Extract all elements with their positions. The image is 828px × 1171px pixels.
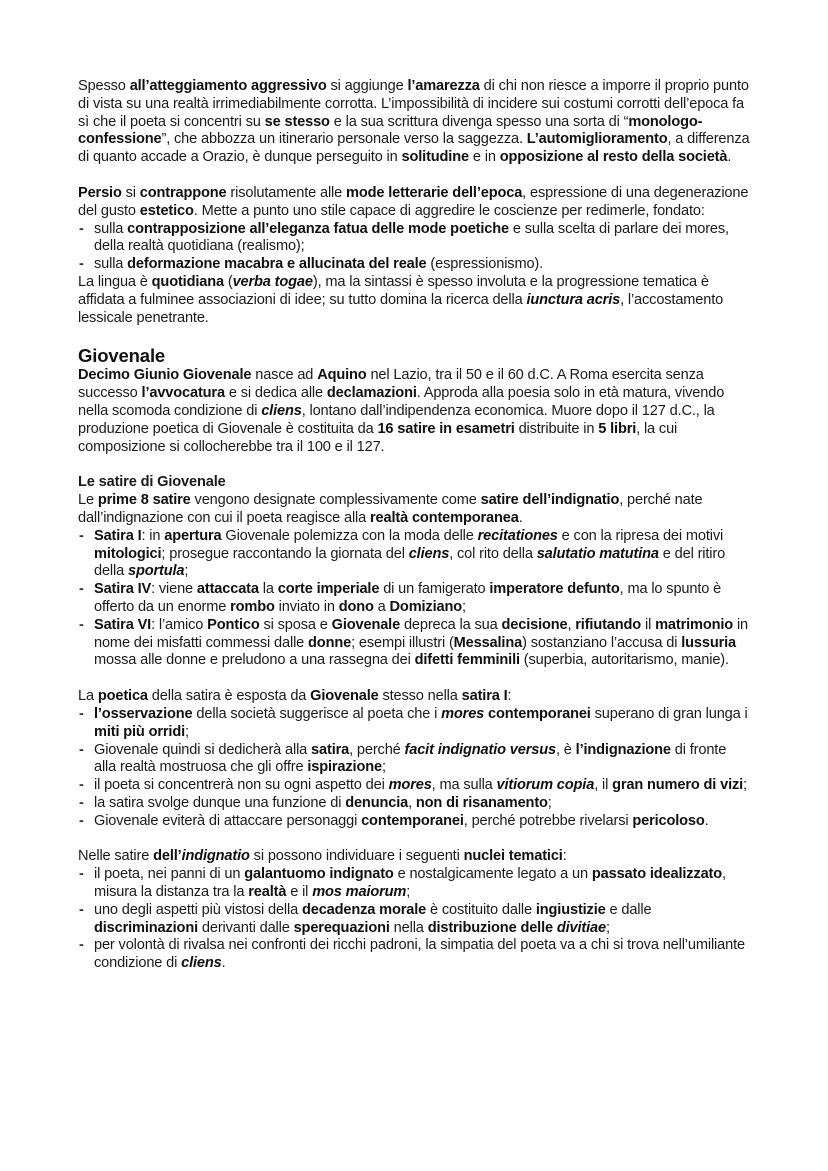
text-run: depreca la sua <box>400 616 502 633</box>
text-run: . <box>704 812 709 829</box>
text-run: . <box>518 509 523 526</box>
text-run: e la sua scrittura divenga spesso una sorta di “ <box>329 113 629 130</box>
emphasis-text: salutatio matutina <box>536 545 659 562</box>
emphasis-text: satire dell’indignatio <box>480 492 620 509</box>
emphasis-text: non di risanamento <box>415 794 548 811</box>
emphasis-text: matrimonio <box>655 616 734 633</box>
text-run: nel Lazio, tra il 50 e il 60 d.C. A Roma esercita senza successo <box>78 367 704 402</box>
text-run: Le <box>78 492 98 509</box>
emphasis-text: ispirazione <box>307 759 382 776</box>
text-run: ; esempi illustri ( <box>351 634 454 651</box>
emphasis-text: 5 libri <box>598 420 637 437</box>
emphasis-text: cliens <box>261 402 302 419</box>
emphasis-text: mitologici <box>94 545 162 562</box>
emphasis-text: cliens <box>181 955 222 972</box>
text-run: La <box>78 688 98 705</box>
text-run: è costituito dalle <box>426 901 536 918</box>
text-run: sulla <box>94 256 128 273</box>
emphasis-text: donne <box>308 634 352 651</box>
text-run: (espressionismo). <box>426 256 544 273</box>
text-run: , la cui composizione si collocherebbe tra il 100 e il 127. <box>78 420 678 455</box>
emphasis-text: corte imperiale <box>277 581 380 598</box>
emphasis-text: contrappone <box>139 184 227 201</box>
emphasis-text: contrapposizione all’eleganza fatua delle mode poetiche <box>127 220 509 237</box>
text-run: Nelle satire <box>78 848 154 865</box>
text-run: : l’amico <box>151 616 208 633</box>
emphasis-text: l’indignazione <box>575 741 671 758</box>
text-run: ; <box>184 563 189 580</box>
text-run: ) sostanziano l’accusa di <box>522 634 682 651</box>
text-run: a <box>373 598 390 615</box>
text-run: la satira svolge dunque una funzione di <box>94 794 346 811</box>
emphasis-text: imperatore defunto <box>489 581 620 598</box>
text-run: nella <box>389 919 428 936</box>
text-run: Giovenale polemizza con la moda delle <box>221 527 478 544</box>
emphasis-text: Satira VI <box>94 616 152 633</box>
text-run: , il <box>594 777 613 794</box>
text-run: si sposa e <box>259 616 332 633</box>
emphasis-text: distribuzione delle <box>427 919 557 936</box>
emphasis-text: l’avvocatura <box>141 385 225 402</box>
emphasis-text: realtà <box>248 884 287 901</box>
emphasis-text: dell’ <box>153 848 182 865</box>
emphasis-text: contemporanei <box>361 812 464 829</box>
emphasis-text: lussuria <box>681 634 737 651</box>
list-poetica <box>78 706 750 831</box>
text-run: , l’accostamento lessicale penetrante. <box>78 291 724 326</box>
list-item <box>78 777 750 795</box>
emphasis-text: Satira IV <box>94 581 152 598</box>
text-run: Spesso <box>78 78 130 94</box>
emphasis-text: verba togae <box>232 273 313 290</box>
emphasis-text: mode letterarie dell’epoca <box>346 184 523 201</box>
emphasis-text: Domiziano <box>389 598 462 615</box>
emphasis-text: difetti femminili <box>414 652 520 669</box>
emphasis-text: monologo-confessione <box>78 113 703 148</box>
text-run: stesso nella <box>378 688 462 705</box>
paragraph-poetica <box>78 688 750 706</box>
emphasis-text: ingiustizie <box>535 901 606 918</box>
spacer <box>78 830 750 848</box>
text-run: distribuite in <box>514 420 599 437</box>
text-run: ; prosegue raccontando la giornata del <box>161 545 409 562</box>
text-run: il <box>641 616 656 633</box>
text-run: ”, che abbozza un itinerario personale verso la saggezza. <box>161 131 527 148</box>
emphasis-text: nuclei tematici <box>463 848 563 865</box>
text-run: e dalle <box>605 901 652 918</box>
list-item <box>78 528 750 581</box>
text-run: il poeta si concentrerà non su ogni aspetto dei <box>94 777 389 794</box>
heading-satire-giovenale: Le satire di Giovenale <box>78 474 226 491</box>
text-run: vengono designate complessivamente come <box>190 492 481 509</box>
emphasis-text: all’atteggiamento aggressivo <box>129 78 327 94</box>
text-run: uno degli aspetti più vistosi della <box>94 901 302 918</box>
text-run: in nome dei misfatti commessi dalle <box>94 616 749 651</box>
text-run: , perché <box>349 741 405 758</box>
text-run: il poeta, nei panni di un <box>94 866 245 883</box>
text-run: e sulla scelta di parlare dei mores, della realtà quotidiana (realismo); <box>94 220 729 255</box>
text-run: . Mette a punto uno stile capace di aggredire le coscienze per redimerle, fondato: <box>193 202 705 219</box>
paragraph-persio-stile <box>78 185 750 221</box>
text-run: , ma sulla <box>431 777 497 794</box>
emphasis-text: galantuomo indignato <box>244 866 394 883</box>
paragraph-prime-satire <box>78 492 750 528</box>
emphasis-text: indignatio <box>181 848 250 865</box>
spacer <box>78 167 750 185</box>
text-run: . <box>221 955 226 972</box>
emphasis-text: sportula <box>128 563 185 580</box>
text-run: ; <box>381 759 386 776</box>
emphasis-text: denuncia <box>345 794 409 811</box>
emphasis-text: estetico <box>139 202 194 219</box>
text-run: , <box>408 794 416 811</box>
emphasis-text: cliens <box>408 545 450 562</box>
text-run: ( <box>223 273 233 290</box>
emphasis-text: prime 8 satire <box>97 492 191 509</box>
emphasis-text: mos maiorum <box>312 884 407 901</box>
text-run: mossa alle donne e preludono a una rassegna dei <box>94 652 415 669</box>
text-run: si aggiunge <box>326 78 408 94</box>
emphasis-text: l’amarezza <box>407 78 480 94</box>
text-run: la <box>258 581 278 598</box>
text-run: , a differenza di quanto accade a Orazio, è dunque perseguito in <box>78 131 750 166</box>
emphasis-text: Satira I <box>94 527 142 544</box>
list-item <box>78 813 750 831</box>
emphasis-text: facit indignatio versus <box>404 741 556 758</box>
emphasis-text: Messalina <box>453 634 523 651</box>
paragraph-persio-lingua <box>78 274 750 327</box>
emphasis-text: mores <box>388 777 432 794</box>
emphasis-text: Pontico <box>207 616 260 633</box>
emphasis-text: poetica <box>97 688 148 705</box>
text-run: Giovenale quindi si dedicherà alla <box>94 741 312 758</box>
list-item <box>78 866 750 902</box>
text-run: e con la ripresa dei motivi <box>557 527 724 544</box>
emphasis-text: Decimo Giunio Giovenale <box>78 367 252 384</box>
text-run: : viene <box>151 581 197 598</box>
list-item <box>78 617 750 670</box>
text-run: , col rito della <box>449 545 537 562</box>
emphasis-text: recitationes <box>477 527 558 544</box>
emphasis-text: declamazioni <box>326 385 417 402</box>
emphasis-text: dono <box>338 598 374 615</box>
emphasis-text: quotidiana <box>151 273 224 290</box>
paragraph-nuclei-tematici <box>78 848 750 866</box>
list-item <box>78 742 750 778</box>
emphasis-text: vitiorum copia <box>496 777 595 794</box>
emphasis-text: pericoloso <box>632 812 705 829</box>
text-run: , perché potrebbe rivelarsi <box>463 812 633 829</box>
text-run: ; <box>743 777 747 794</box>
emphasis-text: mores <box>441 705 485 722</box>
text-run: . <box>727 149 732 166</box>
text-run: si possono individuare i seguenti <box>249 848 464 865</box>
list-item <box>78 221 750 257</box>
text-run: ; <box>185 723 189 740</box>
text-run: La lingua è <box>78 273 152 290</box>
emphasis-text: Giovenale <box>310 688 379 705</box>
emphasis-text: Aquino <box>317 367 367 384</box>
text-run: e del ritiro della <box>94 545 726 580</box>
text-run: di fronte alla realtà mostruosa che gli offre <box>94 741 727 776</box>
text-run: , è <box>555 741 576 758</box>
emphasis-text: passato idealizzato <box>591 866 723 883</box>
list-item <box>78 706 750 742</box>
text-run: ), ma la sintassi è spesso involuta e la progressione tematica è affidata a fulminee associazioni di idee; su tutto domina la ricerca della <box>78 273 709 308</box>
spacer <box>78 670 750 688</box>
text-run: , ma lo spunto è offerto da un enorme <box>94 581 722 615</box>
text-run: , <box>567 616 576 633</box>
text-run: ; <box>605 919 610 936</box>
text-run: della società suggerisce al poeta che i <box>192 705 442 722</box>
text-run: inviato in <box>274 598 339 615</box>
emphasis-text: L’automiglioramento <box>526 131 668 148</box>
text-run: e si dedica alle <box>224 385 327 402</box>
emphasis-text: iunctura acris <box>526 291 621 308</box>
text-run: , misura la distanza tra la <box>94 866 726 901</box>
emphasis-text: decadenza morale <box>301 901 427 918</box>
emphasis-text: decisione <box>501 616 568 633</box>
list-item <box>78 795 750 813</box>
list-item <box>78 256 750 274</box>
emphasis-text: 16 satire in esametri <box>377 420 515 437</box>
text-run: per volontà di rivalsa nei confronti dei ricchi padroni, la simpatia del poeta va a chi si trova nell’umiliante condizione di <box>94 937 745 972</box>
text-run: ; <box>406 884 411 901</box>
emphasis-text: realtà contemporanea <box>370 509 519 526</box>
text-run: si <box>121 184 140 201</box>
emphasis-text: gran numero di vizi <box>612 777 744 794</box>
emphasis-text: opposizione al resto della società <box>499 149 728 166</box>
emphasis-text: divitiae <box>556 919 606 936</box>
text-run: di chi non riesce a imporre il proprio punto di vista su una realtà irrimediabilmente corrotta. L’impossibilità di incidere sui costumi corrotti dell’epoca fa sì che il poeta si concentri su <box>78 78 749 130</box>
text-run: di un famigerato <box>379 581 490 598</box>
text-run: nasce ad <box>251 367 318 384</box>
text-run: ; <box>547 794 552 811</box>
emphasis-text: solitudine <box>401 149 469 166</box>
spacer <box>78 456 750 474</box>
emphasis-text: se stesso <box>264 113 330 130</box>
text-run: sulla <box>94 220 128 237</box>
text-run: , perché nate dall’indignazione con cui il poeta reagisce alla <box>78 492 703 526</box>
text-run: , lontano dall’indipendenza economica. Muore dopo il 127 d.C., la produzione poetica di Giovenale è costituita da <box>78 402 715 437</box>
emphasis-text: contemporanei <box>488 705 591 722</box>
text-run: : in <box>141 527 165 544</box>
emphasis-text: rombo <box>230 598 275 615</box>
emphasis-text: miti più orridi <box>94 723 185 740</box>
text-run: ; <box>461 598 466 615</box>
list-persio-stile <box>78 221 750 274</box>
list-item <box>78 581 750 617</box>
emphasis-text: rifiutando <box>575 616 642 633</box>
text-run: risolutamente alle <box>226 184 347 201</box>
text-run: : <box>562 848 567 865</box>
text-run: e nostalgicamente legato a un <box>393 866 592 883</box>
emphasis-text: sperequazioni <box>293 919 390 936</box>
emphasis-text: Persio <box>78 184 122 201</box>
paragraph-giovenale-biografia <box>78 367 750 456</box>
emphasis-text: attaccata <box>196 581 259 598</box>
emphasis-text: discriminazioni <box>94 919 198 936</box>
text-run: derivanti dalle <box>197 919 294 936</box>
emphasis-text: Giovenale <box>331 616 401 633</box>
list-nuclei-tematici <box>78 866 750 973</box>
emphasis-text: satira <box>311 741 350 758</box>
list-item <box>78 902 750 938</box>
heading-giovenale: Giovenale <box>78 345 166 367</box>
text-run: (superbia, autoritarismo, manie). <box>519 652 729 669</box>
text-run: Giovenale eviterà di attaccare personaggi <box>94 812 362 829</box>
list-satire <box>78 528 750 670</box>
list-item <box>78 937 750 973</box>
text-run: della satira è esposta da <box>147 688 311 705</box>
emphasis-text: apertura <box>164 527 222 544</box>
text-run: : <box>507 688 512 705</box>
spacer <box>78 327 750 343</box>
emphasis-text: deformazione macabra e allucinata del reale <box>127 256 427 273</box>
paragraph-persio-amarezza <box>78 78 750 167</box>
text-run: . Approda alla poesia solo in età matura, vivendo nella scomoda condizione di <box>78 385 725 419</box>
text-run: , espressione di una degenerazione del gusto <box>78 184 749 219</box>
text-run: e in <box>468 149 500 166</box>
emphasis-text: l’osservazione <box>94 705 193 722</box>
emphasis-text: satira I <box>461 688 508 705</box>
text-run: superano di gran lunga i <box>590 705 748 722</box>
text-run: e il <box>286 884 313 901</box>
